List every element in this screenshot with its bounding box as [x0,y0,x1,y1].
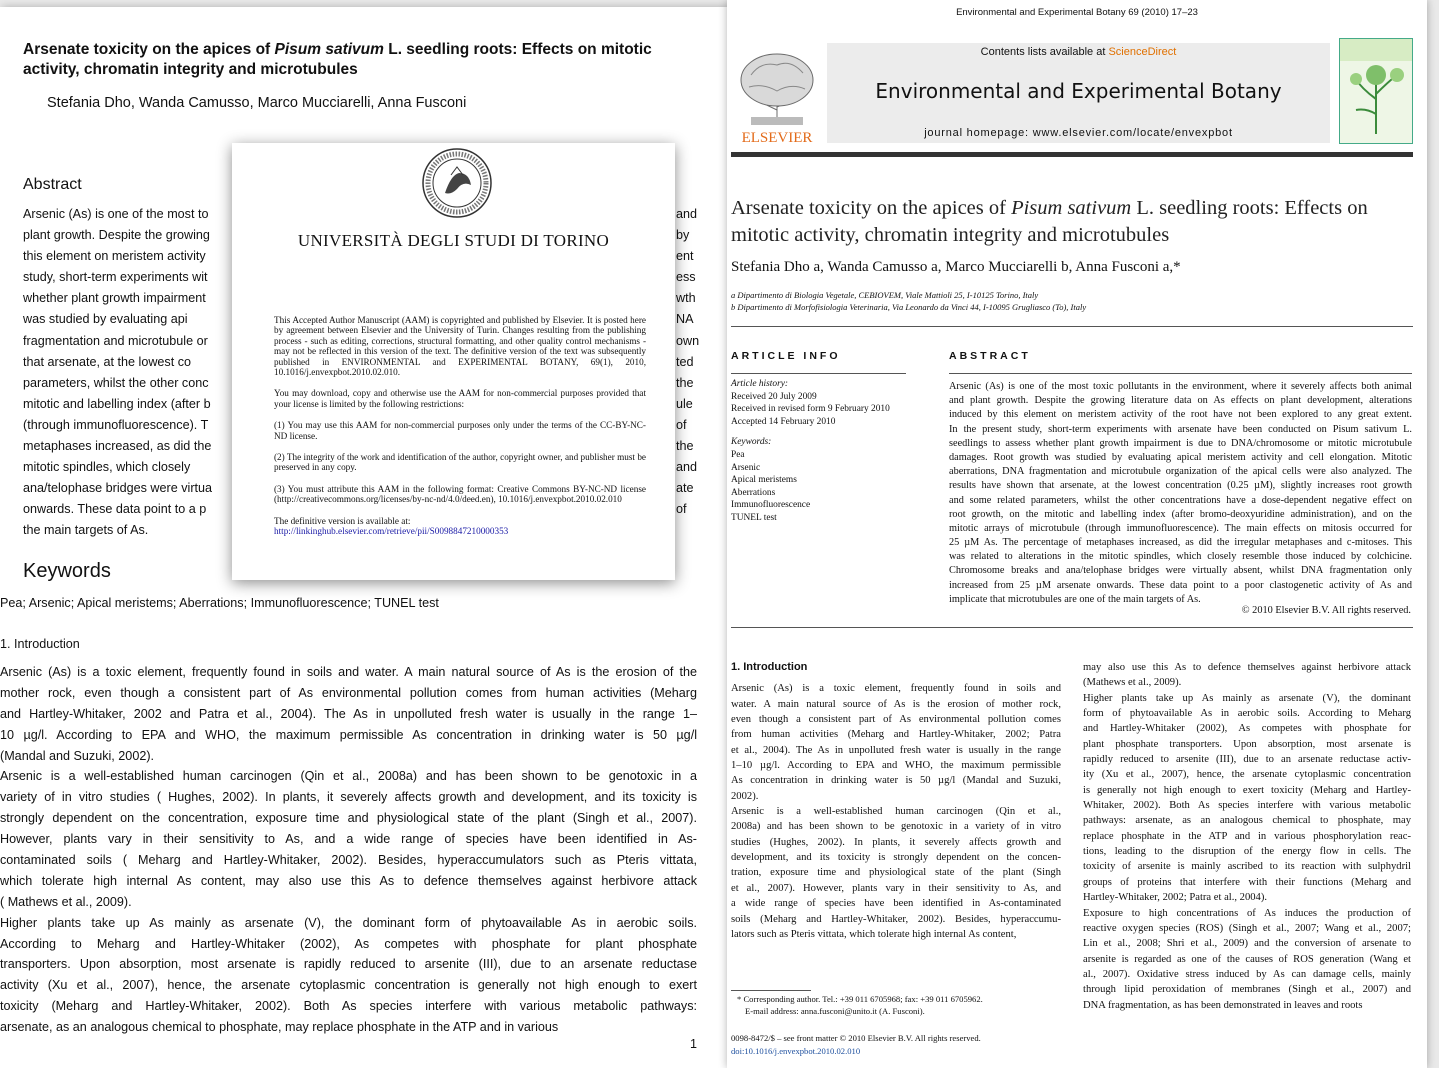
body-line: 2008a) and has been shown to be genotoxic in a variety of in vitro [731,821,1061,833]
abstract-line-published: mitotic arrays of microtubule (through immunofluorescence). The main effects on mitosis occurred for [949,522,1412,534]
header-rule [731,152,1413,157]
body-line: 2002). [731,790,759,802]
intro-line: 10 µg/l. According to EPA and WHO, the maximum permissible As concentration in drinking water is 50 µg/l [0,727,697,742]
body-line: arsenite is regarded as one of the causes of ROS generation (Wang et [1083,953,1411,965]
keywords-text: Pea; Arsenic; Apical meristems; Aberrations; Immunofluorescence; TUNEL test [0,596,439,610]
published-article-page [727,0,1427,1068]
body-line: form of phytoavailable As in aerobic soils. According to Meharg [1083,708,1411,720]
body-line: (Mathews et al., 2009). [1083,677,1182,689]
abstract-line-published: and some related parameters, whilst the other concentrations have a dose-dependent negative effect on [949,494,1412,506]
abstract-line: the main targets of As. [23,523,149,538]
body-line: tions, leading to the disruption of the energy flow in cells. The [1083,846,1411,858]
abstract-line-published: 25 µM As. The percentage of metaphases increased, as did the irregular metaphases and c-mitoses. This [949,537,1412,549]
body-line: replace phosphate in the ATP and in various phosphorylation reac- [1083,830,1411,842]
abstract-line-published: In the present study, short-term experiments with arsenate have been conducted on Pisum sativum L. [949,423,1412,435]
abstract-line-published: seedlings to assess whether plant growth impairment is due to DNA/chromosome or mitotic microtubule [949,437,1412,449]
doi-link[interactable]: doi:10.1016/j.envexpbot.2010.02.010 [731,1046,861,1056]
copyright-notice: This Accepted Author Manuscript (AAM) is copyrighted and published by Elsevier. It is posted here by agreement between Elsevier and the University of Turin. Changes resulting from the publishing process - such as editing, corrections, structural formatting, and other quality control mechanisms - may not be reflected in this version of the text. The definitive version of the text was subsequently published in ENVIRONMENTAL and EXPERIMENTAL BOTANY, 69(1), 2010, 10.1016/j.envexpbot.2010.02.010. You may download, copy and otherwise use the AAM for non-commercial purposes provided that your license is limited by the following restrictions: (1) You may use this AAM for non-commercial purposes only under the terms of the CC-BY-NC-ND license. (2) The integrity of the work and identification of the author, copyright owner, and publisher must be preserved in any copy. (3) You must attribute this AAM in the following format: Creative Commons BY-NC-ND license (http://creativecommons.org/licenses/by-nc-nd/4.0/deed.en), 10.1016/j.envexpbot.2010.02.010 The definitive version is available at: http://linkinghub.elsevier.com/retrieve/pii/S0098847210000353 [274,315,646,537]
intro-line: activity (Xu et al., 2007), hence, the arsenate cytoplasmic concentration is generally not high enough to exert [0,978,697,993]
abstract-line-published: was related to alterations in the mitotic spindles, which closely resemble those induced by colchicine. [949,551,1412,563]
body-line: ity (Xu et al., 2007), hence, the arsenate cytoplasmic concentration [1083,769,1411,781]
abstract-line: ana/telophase bridges were virtua [23,481,213,496]
body-line: Arsenic is a well-established human carcinogen (Qin et al., [731,806,1061,818]
abstract-line: this element on meristem activity [23,249,206,264]
keyword-item: Pea [731,449,745,460]
abstract-line-published: and plant growth. Despite the growing literature data on As effects on plant development, alterations [949,395,1412,407]
abstract-line: metaphases increased, as did the [23,439,212,454]
body-line: plant phosphate transporters. Upon absorption, most arsenate is [1083,738,1411,750]
copyright-line: © 2010 Elsevier B.V. All rights reserved. [1241,605,1411,616]
body-line: rapidly reduced to arsenite (III), due to an arsenate reductase activ- [1083,754,1411,766]
keyword-item: TUNEL test [731,512,777,523]
abstract-line-published: induced by this element on meristem activity of the root have not been explored to any great extent. [949,409,1412,421]
abstract-fragment: ess [676,270,696,285]
journal-homepage[interactable]: journal homepage: www.elsevier.com/locate/envexpbot [924,127,1233,139]
abstract-line-published: implicate that microtubules are one of the main targets of As. [949,593,1201,605]
journal-header-box [827,43,1330,143]
elsevier-tree-logo [731,45,823,145]
abstract-heading-published: ABSTRACT [949,350,1031,362]
intro-line: contaminated soils ( Meharg and Hartley-Whitaker, 2002). Besides, hyperaccumulators such as Pteris vittata, [0,853,697,868]
abstract-line: Arsenic (As) is one of the most to [23,207,209,221]
intro-line: variety of in vitro studies ( Hughes, 2002). In plants, it severely affects growth and development, and its toxicity is [0,790,697,805]
introduction-text [0,662,697,1038]
svg-text:ELSEVIER: ELSEVIER [741,130,813,145]
intro-line: strongly dependent on the concentration, exposure time and physiological state of the plant (Singh et al., 2007). [0,811,697,826]
intro-line: arsenate, as an analogous chemical to phosphate, may replace phosphate in the ATP and in various [0,1020,559,1035]
intro-line: and Hartley-Whitaker, 2002 and Patra et al., 2004). The As in unpolluted fresh water is usually in the range 1– [0,706,697,721]
body-line: pathways: arsenate, as an analogous chemical to phosphate, may [1083,815,1411,827]
keyword-item: Immunofluorescence [731,500,811,511]
keywords-heading: Keywords [23,560,111,582]
abstract-line-published: Arsenic (As) is one of the most toxic pollutants in the environment, where it severely affects both animal [949,381,1412,392]
abstract-fragment: and [676,460,698,475]
journal-citation: Environmental and Experimental Botany 69 (2010) 17–23 [956,7,1198,18]
university-seal-icon [421,147,493,219]
body-line: development, and its toxicity is strongly dependent on the concen- [731,852,1061,864]
abstract-line: whether plant growth impairment [23,291,206,306]
journal-cover-icon [1339,38,1413,144]
abstract-fragment [676,520,706,541]
body-line: water. A main natural source of As is the erosion of mother rock, [731,698,1061,710]
abstract-line: onwards. These data point to a p [23,502,207,517]
affiliation-b: b Dipartimento di Morfofisiologia Veterinaria, Via Leonardo da Vinci 44, I-10095 Grugliasco (To), Italy [731,302,1087,312]
intro-line: Arsenic (As) is a toxic element, frequently found in soils and water. A main natural source of As is the erosion of the [0,665,697,679]
abstract-fragment: ent [676,249,694,264]
article-authors: Stefania Dho a, Wanda Camusso a, Marco Mucciarelli b, Anna Fusconi a,* [731,259,1181,275]
body-line: al., 2007). Oxidative stress induced by As can damage cells, mainly [1083,968,1411,980]
intro-line: transporters. Upon absorption, most arsenate is rapidly reduced to arsenite (III), due to an arsenate reductase [0,957,697,972]
article-info-heading: ARTICLE INFO [731,350,841,362]
body-column-right [1083,660,1411,1013]
body-column-left [731,660,1061,942]
intro-line: (Mandal and Suzuki, 2002). [0,748,155,763]
author-email: E-mail address: anna.fusconi@unito.it (A. Fusconi). [745,1006,925,1016]
title-rule [731,326,1413,327]
page-number: 1 [689,1037,697,1051]
body-line: tration, exposure time and physiological state of the plant (Singh [731,867,1061,879]
abstract-line: plant growth. Despite the growing [23,228,210,243]
abstract-line: mitotic spindles, which closely [23,460,191,475]
article-info: Article history: Received 20 July 2009 Received in revised form 9 February 2010 Accepted 14 February 2010 Keywords: Pea Arsenic Apical meristems Aberrations Immunofluorescence TUNEL test [731,378,906,525]
sciencedirect-link[interactable]: ScienceDirect [1108,46,1177,58]
body-line: and Hartley-Whitaker (2002), As competes with phosphate for [1083,723,1411,735]
abstract-fragment: ule [676,396,693,411]
body-line: studies (Hughes, 2002). In plants, it severely affects growth and [731,836,1061,848]
body-line: As concentration in drinking water is 50 µg/l (Mandal and Suzuki, [731,775,1061,787]
abstract-text-published [949,380,1412,607]
abstract-fragment: ate [676,481,694,496]
corresponding-author: * Corresponding author. Tel.: +39 011 6705968; fax: +39 011 6705962. [737,994,983,1004]
keyword-item: Arsenic [731,462,761,473]
affiliation-a: a Dipartimento di Biologia Vegetale, CEBIOVEM, Viale Mattioli 25, I-10125 Torino, Italy [731,290,1039,300]
intro-line: However, plants vary in their sensitivity to As, and a wide range of species have been identified in As- [0,832,697,847]
abstract-line: was studied by evaluating api [23,312,188,327]
abstract-line-published: results have shown that arsenate, at the lowest concentration (0.25 µM), slightly increases root growth [949,480,1412,492]
abstract-fragment: by [676,228,690,243]
section-heading: 1. Introduction [731,661,808,673]
abstract-fragment: the [676,375,694,390]
body-line: et al., 2004). The As in unpolluted fresh water is usually in the range [731,744,1061,756]
body-line: DNA fragmentation, as has been demonstrated in leaves and roots [1083,999,1363,1011]
body-line: even though a consistent part of As environmental pollution comes [731,714,1061,726]
definitive-version-link[interactable]: http://linkinghub.elsevier.com/retrieve/pii/S0098847210000353 [274,526,509,537]
abstract-line-published: increased from 25 µM arsenate onwards. These data point to a poor clastogenetic activity of As and [949,579,1412,591]
abstract-fragment: the [676,439,694,454]
body-line: Lin et al., 2008; Shri et al., 2009) and the conversion of arsenate to [1083,938,1411,950]
manuscript-authors: Stefania Dho, Wanda Camusso, Marco Mucciarelli, Anna Fusconi [47,95,467,111]
body-line: Whitaker, 2002). Both As species interfere with various metabolic [1083,800,1411,812]
abstract-fragment: wth [676,291,696,306]
body-line: Arsenic (As) is a toxic element, frequently found in soils and [731,683,1061,695]
abstract-fragment: of [676,417,687,432]
abstract-line: that arsenate, at the lowest co [23,354,192,369]
body-line: et al., 2007). However, plants vary in their sensitivity to As, and [731,882,1061,894]
abstract-line: (through immunofluorescence). T [23,417,209,432]
body-line: 1–10 µg/l. According to EPA and WHO, the maximum permissible [731,760,1061,772]
article-title: Arsenate toxicity on the apices of Pisum sativum L. seedling roots: Effects on mitotic activity, chromatin integrity and microtubules [731,197,1368,246]
university-name: UNIVERSITÀ DEGLI STUDI DI TORINO [297,231,610,250]
abstract-right-fragments [676,204,706,542]
abstract-fragment: and [676,207,698,221]
abstract-line: study, short-term experiments wit [23,270,208,285]
body-line: reactive oxygen species (ROS) (Singh et al., 2007; Wang et al., 2007; [1083,922,1411,934]
body-line: lators such as Pteris vittata, which tolerate high internal As content, [731,928,1017,940]
intro-line: ( Mathews et al., 2009). [0,894,132,909]
intro-line: mother rock, even though a consistent part of As environmental pollution comes from human activities (Meharg [0,685,697,700]
body-line: may also use this As to defence themselves against herbivore attack [1083,662,1411,673]
article-info-rule [731,373,906,374]
abstract-line-published: damages. Root growth was studied by evaluating apical meristem activity and cell elongation. Mitotic [949,451,1412,463]
keyword-item: Apical meristems [731,475,797,486]
unito-notice-card [232,143,675,580]
footnote-rule [731,990,811,991]
introduction-heading: 1. Introduction [0,637,80,651]
abstract-rule [949,373,1412,374]
keyword-item: Aberrations [731,487,776,498]
body-line: Hartley-Whitaker, 2002; Patra et al., 2004). [1083,892,1268,904]
body-line: a wide range of species have been identified in As-contaminated [731,898,1061,910]
body-line: from human activities (Meharg and Hartley-Whitaker, 2002; Patra [731,729,1061,741]
body-line: Higher plants take up As mainly as arsenate (V), the dominant [1083,692,1411,704]
contents-line: Contents lists available at ScienceDirect [980,46,1177,58]
intro-line: Arsenic is a well-established human carcinogen (Qin et al., 2008a) and has been shown to be genotoxic in a [0,769,697,784]
abstract-fragment: ted [676,354,694,369]
body-line: through lipid peroxidation of membranes (Singh et al., 2007) and [1083,984,1411,996]
abstract-line-published: Chromosome breaks and ana/telophase bridges were virtually absent, whilst DNA fragmentation only [949,565,1412,577]
abstract-bottom-rule [731,627,1413,628]
body-line: soils (Meharg and Hartley-Whitaker, 2002). Besides, hyperaccumu- [731,913,1061,925]
abstract-line: fragmentation and microtubule or [23,333,208,348]
body-line: groups of proteins that interfere with their functions (Meharg and [1083,876,1411,888]
abstract-line-published: aberrations, DNA fragmentation and microtubule organization of the apical cells were also analyzed. The [949,466,1412,478]
body-line: Exposure to high concentrations of As induces the production of [1083,907,1411,919]
journal-name: Environmental and Experimental Botany [875,79,1282,103]
abstract-fragment: own [676,333,700,348]
abstract-heading: Abstract [23,176,82,193]
intro-line: which tolerate high internal As content, may also use this As to defence themselves against herbivore attack [0,873,697,888]
body-line: toxicity of arsenite is mainly ascribed to its reaction with sulphydril [1083,861,1411,873]
abstract-fragment: of [676,502,687,517]
abstract-line: parameters, whilst the other conc [23,375,209,390]
manuscript-title: Arsenate toxicity on the apices of Pisum sativum L. seedling roots: Effects on mitotic activity, chromatin integrity and microtubules [23,41,652,78]
intro-line: toxicity (Meharg and Hartley-Whitaker, 2002). Both As species interfere with various metabolic pathways: [0,999,697,1014]
issn-line: 0098-8472/$ – see front matter © 2010 Elsevier B.V. All rights reserved. [731,1033,981,1043]
abstract-fragment: NA [676,312,694,327]
intro-line: Higher plants take up As mainly as arsenate (V), the dominant form of phytoavailable As in aerobic soils. [0,915,697,930]
abstract-line: mitotic and labelling index (after b [23,396,211,411]
intro-line: According to Meharg and Hartley-Whitaker (2002), As competes with phosphate for plant phosphate [0,936,697,951]
body-line: is generally not high enough to exert toxicity (Meharg and Hartley- [1083,784,1411,796]
abstract-line-published: root growth, on the mitotic and labelling index (after bromo-deoxyuridine administration), and on the [949,508,1412,520]
